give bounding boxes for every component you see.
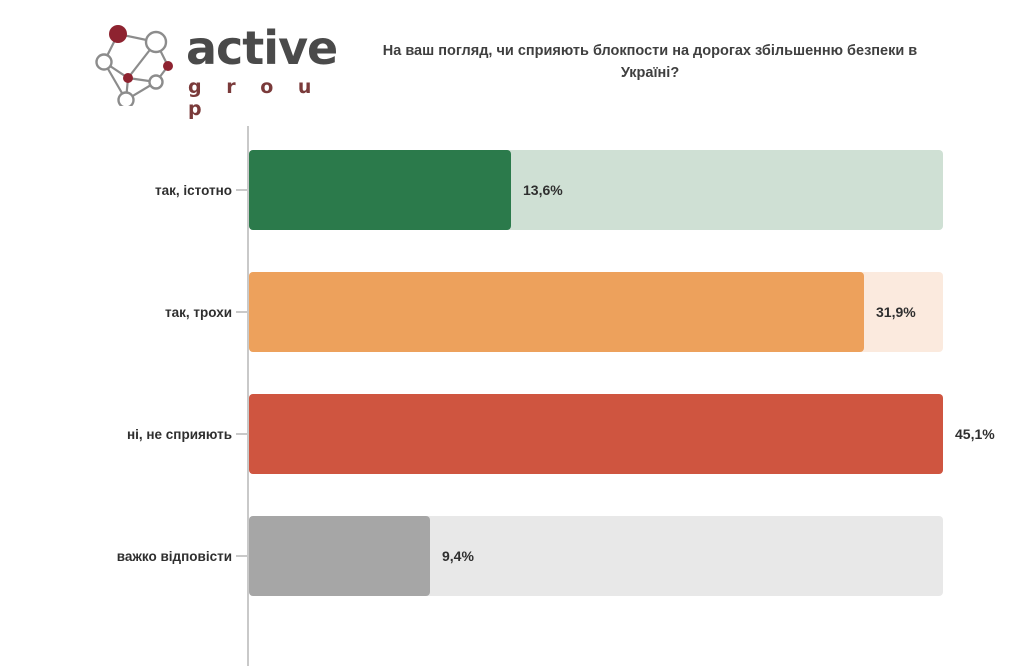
bar-row: [0, 386, 1027, 482]
bar-category-label: так, трохи: [165, 304, 232, 320]
bar-track: [249, 394, 995, 474]
bar-row: [0, 264, 1027, 360]
page-title: На ваш погляд, чи сприяють блокпости на дорогах збільшенню безпеки в Україні?: [382, 43, 918, 81]
axis-tick: [236, 555, 247, 557]
bar-track: [249, 150, 943, 230]
bar-category-label: важко відповісти: [116, 548, 232, 564]
bar-fill[interactable]: [249, 516, 430, 596]
bar-track: [249, 272, 943, 352]
bar-chart: [0, 120, 1027, 671]
bar-row: [0, 142, 1027, 238]
bar-fill[interactable]: [249, 394, 943, 474]
bar-category-label: так, істотно: [155, 182, 232, 198]
bar-value-label: 45,1%: [955, 426, 995, 442]
bar-track: [249, 516, 943, 596]
bar-fill[interactable]: [249, 150, 511, 230]
bar-row: [0, 508, 1027, 604]
bar-fill[interactable]: [249, 272, 864, 352]
axis-tick: [236, 433, 247, 435]
bar-rows: [0, 120, 1027, 671]
active-group-network-logo-icon: [92, 20, 180, 106]
logo-text: [186, 21, 356, 120]
logo-subtitle: g r o u p: [188, 76, 321, 120]
bar-value-label: 13,6%: [523, 182, 563, 198]
axis-tick: [236, 311, 247, 313]
axis-tick: [236, 189, 247, 191]
logo: [92, 18, 352, 120]
bar-value-label: 31,9%: [876, 304, 916, 320]
logo-wordmark: active: [186, 21, 338, 75]
bar-category-label: ні, не сприяють: [126, 426, 232, 442]
chart-header: [0, 0, 1027, 120]
bar-value-label: 9,4%: [442, 548, 474, 564]
